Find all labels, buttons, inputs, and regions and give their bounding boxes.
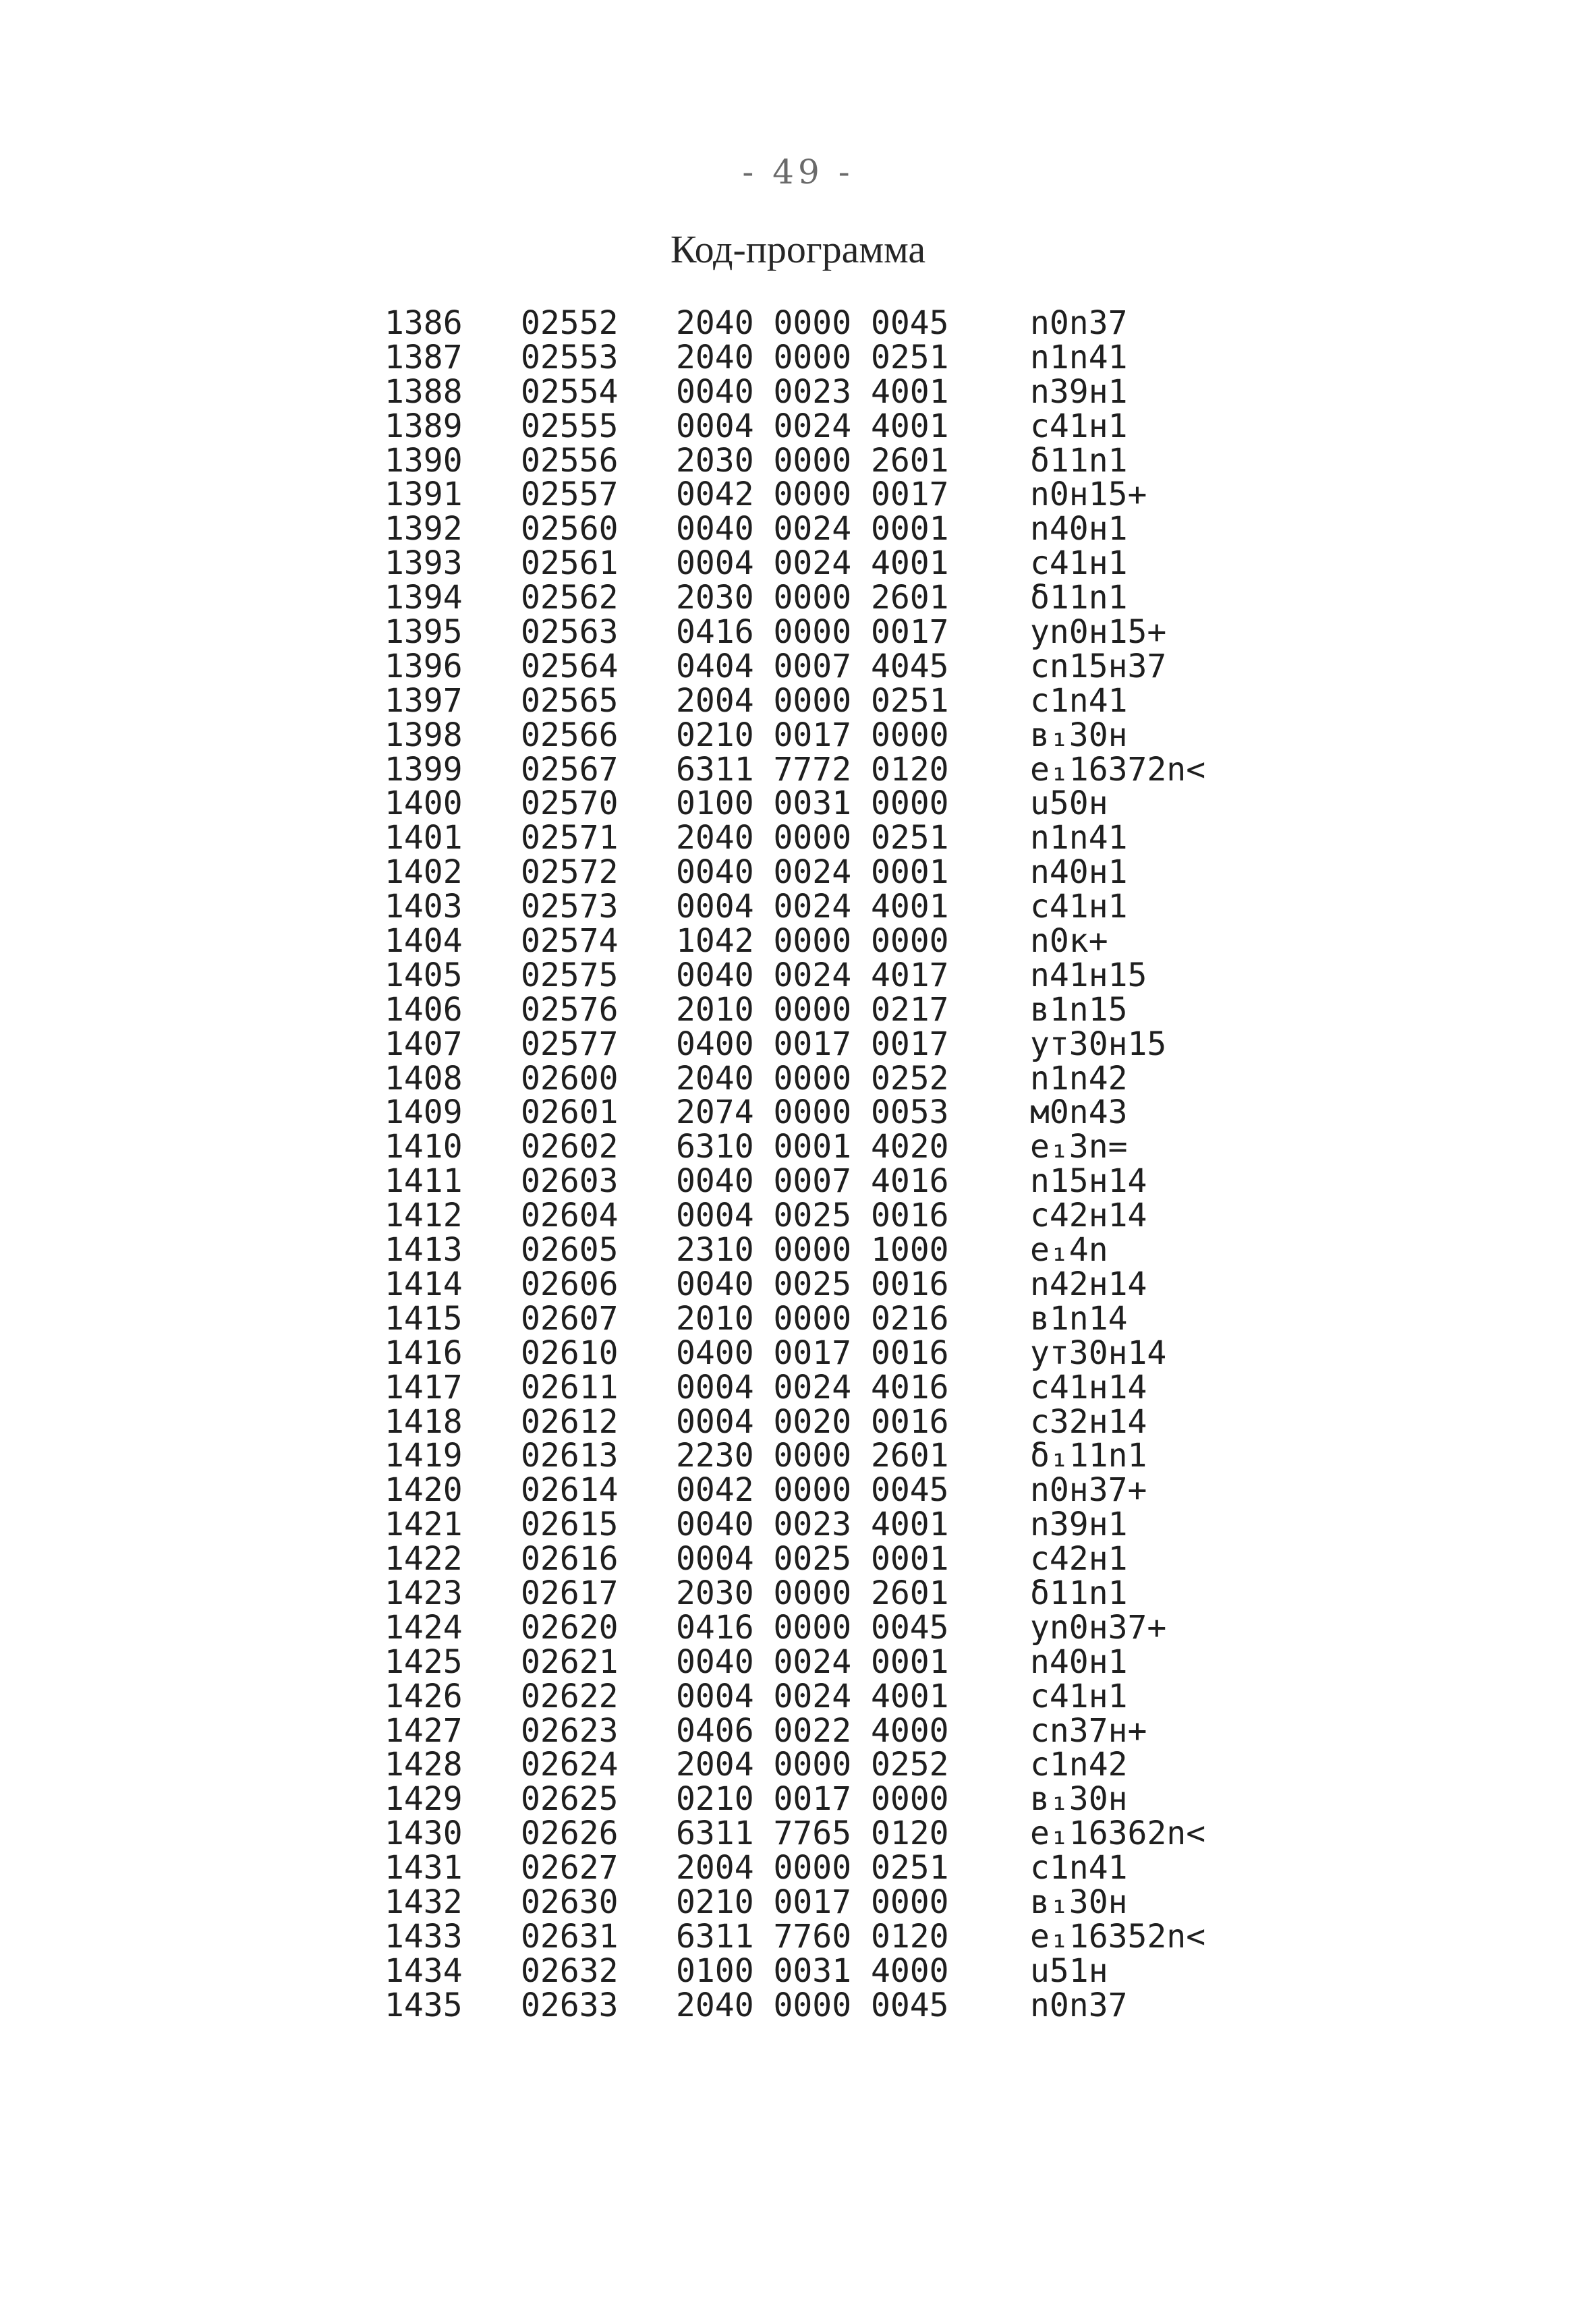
octal-address: 02567	[521, 750, 619, 789]
listing-row	[372, 784, 1249, 823]
listing-row	[372, 750, 1249, 789]
octal-address: 02553	[521, 338, 619, 376]
instruction-code: 0210 0017 0000	[676, 716, 949, 754]
octal-address: 02574	[521, 922, 619, 961]
instruction-code: 0040 0023 4001	[676, 1506, 949, 1544]
octal-address: 02562	[521, 579, 619, 617]
octal-address: 02557	[521, 476, 619, 514]
listing-row	[372, 1164, 1249, 1199]
instruction-code: 0040 0025 0016	[676, 1265, 949, 1303]
listing-row	[372, 990, 1249, 1029]
mnemonic: е₁4n	[1030, 1231, 1108, 1269]
octal-address: 02630	[521, 1883, 619, 1921]
listing-row	[372, 306, 1249, 341]
listing-row	[372, 1299, 1249, 1338]
line-number: 1434	[384, 1951, 463, 1990]
octal-address: 02605	[521, 1231, 619, 1269]
listing-row	[372, 1576, 1249, 1611]
listing-row	[372, 1233, 1249, 1267]
instruction-code: 0040 0024 0001	[676, 510, 949, 548]
line-number: 1411	[384, 1162, 463, 1201]
line-number: 1421	[384, 1506, 463, 1544]
listing-row	[372, 1951, 1249, 1990]
mnemonic: c1n41	[1030, 681, 1128, 720]
octal-address: 02620	[521, 1608, 619, 1647]
line-number: 1432	[384, 1883, 463, 1921]
mnemonic: сn15н37	[1030, 647, 1167, 685]
listing-row	[372, 1267, 1249, 1302]
instruction-code: 2030 0000 2601	[676, 1574, 949, 1612]
instruction-code: 6310 0001 4020	[676, 1128, 949, 1166]
listing-row	[372, 1645, 1249, 1680]
mnemonic: u50н	[1030, 784, 1108, 823]
mnemonic: n1n42	[1030, 1059, 1128, 1097]
octal-address: 02615	[521, 1506, 619, 1544]
listing-row	[372, 718, 1249, 753]
instruction-code: 0210 0017 0000	[676, 1883, 949, 1921]
listing-row	[372, 855, 1249, 890]
mnemonic: ут30н14	[1030, 1334, 1167, 1372]
listing-row	[372, 1095, 1249, 1130]
octal-address: 02577	[521, 1025, 619, 1063]
line-number: 1423	[384, 1574, 463, 1612]
line-number: 1403	[384, 888, 463, 926]
listing-row	[372, 1986, 1249, 2024]
line-number: 1389	[384, 407, 463, 445]
mnemonic: уn0н15+	[1030, 613, 1167, 652]
octal-address: 02555	[521, 407, 619, 445]
listing-row	[372, 821, 1249, 855]
octal-address: 02576	[521, 990, 619, 1029]
instruction-code: 2010 0000 0216	[676, 1299, 949, 1338]
instruction-code: 2030 0000 2601	[676, 579, 949, 617]
mnemonic: уn0н37+	[1030, 1608, 1167, 1647]
instruction-code: 2004 0000 0251	[676, 681, 949, 720]
instruction-code: 0400 0017 0016	[676, 1334, 949, 1372]
octal-address: 02622	[521, 1677, 619, 1715]
line-number: 1424	[384, 1608, 463, 1647]
instruction-code: 2074 0000 0053	[676, 1093, 949, 1132]
line-number: 1419	[384, 1437, 463, 1475]
octal-address: 02556	[521, 441, 619, 480]
instruction-code: 0004 0024 4016	[676, 1368, 949, 1406]
listing-row	[372, 956, 1249, 994]
line-number: 1420	[384, 1471, 463, 1510]
mnemonic: n15н14	[1030, 1162, 1147, 1201]
instruction-code: 2230 0000 2601	[676, 1437, 949, 1475]
instruction-code: 0004 0024 4001	[676, 1677, 949, 1715]
mnemonic: n0н15+	[1030, 476, 1147, 514]
octal-address: 02561	[521, 544, 619, 583]
octal-address: 02625	[521, 1780, 619, 1819]
line-number: 1398	[384, 716, 463, 754]
instruction-code: 0040 0024 4017	[676, 956, 949, 994]
instruction-code: 0416 0000 0017	[676, 613, 949, 652]
line-number: 1416	[384, 1334, 463, 1372]
mnemonic: n0н37+	[1030, 1471, 1147, 1510]
mnemonic: c42н14	[1030, 1197, 1147, 1235]
listing-row	[372, 1677, 1249, 1715]
line-number: 1413	[384, 1231, 463, 1269]
listing-row	[372, 1711, 1249, 1750]
listing-row	[372, 1439, 1249, 1473]
line-number: 1428	[384, 1746, 463, 1784]
listing-row	[372, 546, 1249, 581]
mnemonic: c41н1	[1030, 544, 1128, 583]
octal-address: 02612	[521, 1402, 619, 1441]
line-number: 1404	[384, 922, 463, 961]
octal-address: 02626	[521, 1815, 619, 1853]
octal-address: 02575	[521, 956, 619, 994]
listing-row	[372, 647, 1249, 685]
line-number: 1414	[384, 1265, 463, 1303]
mnemonic: е₁16372n<	[1030, 750, 1206, 789]
instruction-code: 2004 0000 0252	[676, 1746, 949, 1784]
listing-row	[372, 409, 1249, 444]
listing-row	[372, 924, 1249, 959]
mnemonic: c41н1	[1030, 407, 1128, 445]
line-number: 1402	[384, 853, 463, 892]
mnemonic: δ11n1	[1030, 441, 1128, 480]
line-number: 1406	[384, 990, 463, 1029]
instruction-code: 1042 0000 0000	[676, 922, 949, 961]
listing-row	[372, 1608, 1249, 1647]
instruction-code: 2040 0000 0045	[676, 1986, 949, 2024]
line-number: 1396	[384, 647, 463, 685]
instruction-code: 0042 0000 0017	[676, 476, 949, 514]
code-listing	[372, 306, 1249, 2023]
line-number: 1410	[384, 1128, 463, 1166]
instruction-code: 6311 7765 0120	[676, 1815, 949, 1853]
octal-address: 02604	[521, 1197, 619, 1235]
octal-address: 02552	[521, 304, 619, 342]
octal-address: 02563	[521, 613, 619, 652]
mnemonic: c41н14	[1030, 1368, 1147, 1406]
listing-row	[372, 1336, 1249, 1371]
mnemonic: сn37н+	[1030, 1711, 1147, 1750]
line-number: 1431	[384, 1849, 463, 1887]
listing-row	[372, 1542, 1249, 1576]
listing-row	[372, 1885, 1249, 1920]
mnemonic: n0n37	[1030, 304, 1128, 342]
mnemonic: n40н1	[1030, 1643, 1128, 1681]
listing-row	[372, 1059, 1249, 1097]
line-number: 1400	[384, 784, 463, 823]
mnemonic: c41н1	[1030, 888, 1128, 926]
octal-address: 02613	[521, 1437, 619, 1475]
instruction-code: 0040 0024 0001	[676, 853, 949, 892]
octal-address: 02621	[521, 1643, 619, 1681]
mnemonic: c41н1	[1030, 1677, 1128, 1715]
mnemonic: u51н	[1030, 1951, 1108, 1990]
mnemonic: е₁16362n<	[1030, 1815, 1206, 1853]
listing-row	[372, 1473, 1249, 1508]
octal-address: 02571	[521, 819, 619, 857]
listing-row	[372, 890, 1249, 924]
octal-address: 02617	[521, 1574, 619, 1612]
line-number: 1425	[384, 1643, 463, 1681]
listing-row	[372, 1402, 1249, 1441]
line-number: 1387	[384, 338, 463, 376]
mnemonic: в₁30н	[1030, 1780, 1128, 1819]
mnemonic: в₁30н	[1030, 1883, 1128, 1921]
line-number: 1405	[384, 956, 463, 994]
mnemonic: n41н15	[1030, 956, 1147, 994]
mnemonic: м0n43	[1030, 1093, 1128, 1132]
listing-row	[372, 615, 1249, 650]
octal-address: 02624	[521, 1746, 619, 1784]
octal-address: 02602	[521, 1128, 619, 1166]
listing-row	[372, 1917, 1249, 1956]
line-number: 1422	[384, 1540, 463, 1578]
octal-address: 02572	[521, 853, 619, 892]
line-number: 1429	[384, 1780, 463, 1819]
mnemonic: ут30н15	[1030, 1025, 1167, 1063]
instruction-code: 0004 0024 4001	[676, 407, 949, 445]
octal-address: 02570	[521, 784, 619, 823]
line-number: 1401	[384, 819, 463, 857]
line-number: 1394	[384, 579, 463, 617]
line-number: 1418	[384, 1402, 463, 1441]
line-number: 1433	[384, 1917, 463, 1956]
instruction-code: 0100 0031 4000	[676, 1951, 949, 1990]
listing-row	[372, 681, 1249, 720]
mnemonic: n0n37	[1030, 1986, 1128, 2024]
instruction-code: 0404 0007 4045	[676, 647, 949, 685]
instruction-code: 0416 0000 0045	[676, 1608, 949, 1647]
page-number: - 49 -	[742, 152, 854, 192]
listing-row	[372, 1817, 1249, 1851]
octal-address: 02616	[521, 1540, 619, 1578]
octal-address: 02566	[521, 716, 619, 754]
line-number: 1386	[384, 304, 463, 342]
mnemonic: в1n15	[1030, 990, 1128, 1029]
line-number: 1391	[384, 476, 463, 514]
mnemonic: е₁16352n<	[1030, 1917, 1206, 1956]
octal-address: 02564	[521, 647, 619, 685]
listing-row	[372, 1199, 1249, 1233]
line-number: 1399	[384, 750, 463, 789]
line-number: 1397	[384, 681, 463, 720]
octal-address: 02600	[521, 1059, 619, 1097]
mnemonic: c42н1	[1030, 1540, 1128, 1578]
octal-address: 02611	[521, 1368, 619, 1406]
instruction-code: 0004 0024 4001	[676, 544, 949, 583]
line-number: 1412	[384, 1197, 463, 1235]
line-number: 1409	[384, 1093, 463, 1132]
instruction-code: 0004 0025 0001	[676, 1540, 949, 1578]
line-number: 1392	[384, 510, 463, 548]
mnemonic: n39н1	[1030, 372, 1128, 411]
line-number: 1430	[384, 1815, 463, 1853]
octal-address: 02607	[521, 1299, 619, 1338]
line-number: 1408	[384, 1059, 463, 1097]
instruction-code: 2310 0000 1000	[676, 1231, 949, 1269]
instruction-code: 0040 0024 0001	[676, 1643, 949, 1681]
instruction-code: 0040 0007 4016	[676, 1162, 949, 1201]
mnemonic: n39н1	[1030, 1506, 1128, 1544]
listing-row	[372, 1508, 1249, 1542]
listing-row	[372, 1782, 1249, 1817]
listing-row	[372, 1851, 1249, 1885]
line-number: 1415	[384, 1299, 463, 1338]
instruction-code: 0210 0017 0000	[676, 1780, 949, 1819]
instruction-code: 0042 0000 0045	[676, 1471, 949, 1510]
listing-row	[372, 478, 1249, 512]
instruction-code: 0100 0031 0000	[676, 784, 949, 823]
mnemonic: n1n41	[1030, 819, 1128, 857]
mnemonic: в1n14	[1030, 1299, 1128, 1338]
octal-address: 02554	[521, 372, 619, 411]
mnemonic: c1n42	[1030, 1746, 1128, 1784]
line-number: 1395	[384, 613, 463, 652]
octal-address: 02560	[521, 510, 619, 548]
mnemonic: n40н1	[1030, 853, 1128, 892]
instruction-code: 0406 0022 4000	[676, 1711, 949, 1750]
listing-row	[372, 1748, 1249, 1782]
instruction-code: 0004 0020 0016	[676, 1402, 949, 1441]
line-number: 1407	[384, 1025, 463, 1063]
octal-address: 02603	[521, 1162, 619, 1201]
instruction-code: 6311 7760 0120	[676, 1917, 949, 1956]
instruction-code: 2040 0000 0252	[676, 1059, 949, 1097]
instruction-code: 2030 0000 2601	[676, 441, 949, 480]
octal-address: 02614	[521, 1471, 619, 1510]
mnemonic: c1n41	[1030, 1849, 1128, 1887]
instruction-code: 0400 0017 0017	[676, 1025, 949, 1063]
octal-address: 02631	[521, 1917, 619, 1956]
listing-row	[372, 1130, 1249, 1164]
octal-address: 02573	[521, 888, 619, 926]
line-number: 1427	[384, 1711, 463, 1750]
mnemonic: δ11n1	[1030, 1574, 1128, 1612]
mnemonic: c32н14	[1030, 1402, 1147, 1441]
instruction-code: 2040 0000 0045	[676, 304, 949, 342]
mnemonic: n40н1	[1030, 510, 1128, 548]
octal-address: 02606	[521, 1265, 619, 1303]
octal-address: 02632	[521, 1951, 619, 1990]
line-number: 1426	[384, 1677, 463, 1715]
mnemonic: n42н14	[1030, 1265, 1147, 1303]
instruction-code: 2040 0000 0251	[676, 819, 949, 857]
mnemonic: n1n41	[1030, 338, 1128, 376]
listing-row	[372, 1027, 1249, 1062]
listing-row	[372, 581, 1249, 615]
instruction-code: 0004 0024 4001	[676, 888, 949, 926]
octal-address: 02610	[521, 1334, 619, 1372]
line-number: 1393	[384, 544, 463, 583]
instruction-code: 0040 0023 4001	[676, 372, 949, 411]
octal-address: 02565	[521, 681, 619, 720]
listing-row	[372, 1368, 1249, 1406]
document-title: Код-программа	[670, 227, 926, 271]
octal-address: 02633	[521, 1986, 619, 2024]
octal-address: 02623	[521, 1711, 619, 1750]
mnemonic: n0к+	[1030, 922, 1108, 961]
listing-row	[372, 512, 1249, 546]
instruction-code: 0004 0025 0016	[676, 1197, 949, 1235]
line-number: 1435	[384, 1986, 463, 2024]
listing-row	[372, 441, 1249, 480]
line-number: 1390	[384, 441, 463, 480]
mnemonic: е₁3n=	[1030, 1128, 1128, 1166]
mnemonic: δ₁11n1	[1030, 1437, 1147, 1475]
octal-address: 02627	[521, 1849, 619, 1887]
mnemonic: в₁30н	[1030, 716, 1128, 754]
instruction-code: 2004 0000 0251	[676, 1849, 949, 1887]
instruction-code: 6311 7772 0120	[676, 750, 949, 789]
line-number: 1388	[384, 372, 463, 411]
octal-address: 02601	[521, 1093, 619, 1132]
mnemonic: δ11n1	[1030, 579, 1128, 617]
instruction-code: 2010 0000 0217	[676, 990, 949, 1029]
listing-row	[372, 338, 1249, 376]
line-number: 1417	[384, 1368, 463, 1406]
instruction-code: 2040 0000 0251	[676, 338, 949, 376]
listing-row	[372, 372, 1249, 411]
